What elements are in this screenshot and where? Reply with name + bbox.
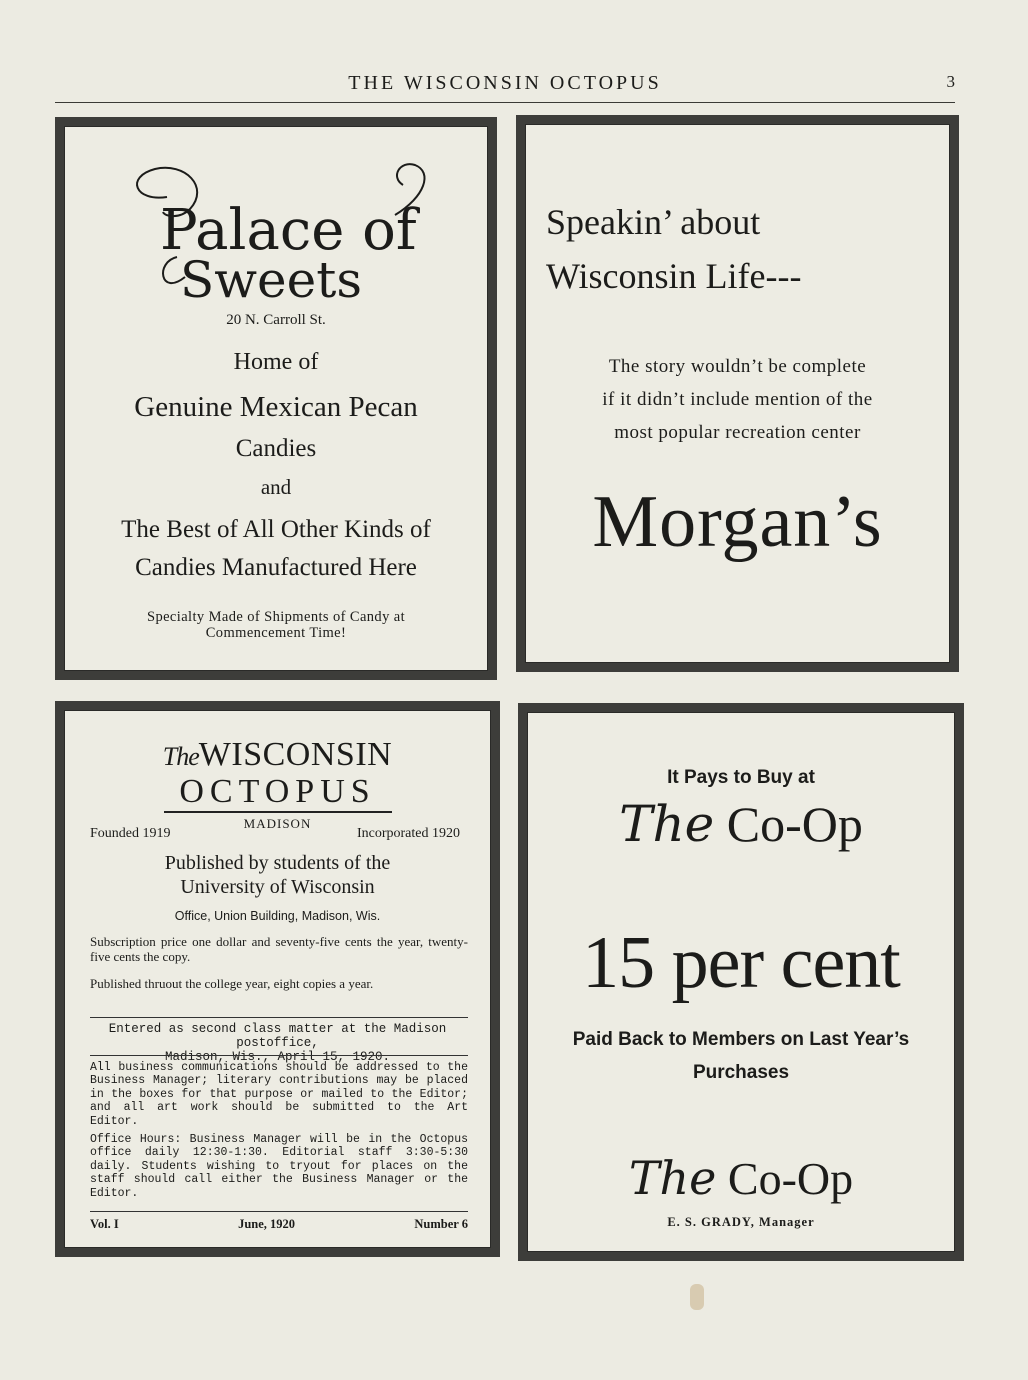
divider-rule bbox=[90, 1211, 468, 1212]
morgans-heading bbox=[546, 195, 801, 303]
story-line1: The story wouldn’t be complete bbox=[608, 356, 867, 377]
masthead-line1: WISCONSIN bbox=[198, 736, 393, 773]
published-line1: Published by students of the bbox=[164, 852, 391, 874]
specialty-line2: Commencement Time! bbox=[205, 625, 347, 641]
entered-line1: Entered as second class matter at the Madison postoffice, bbox=[108, 1022, 447, 1050]
published-by-text bbox=[65, 851, 490, 899]
thruout-text: Published thruout the college year, eight copies a year. bbox=[90, 976, 374, 991]
logo-line1: Palace of bbox=[160, 198, 417, 263]
home-of-text: Home of bbox=[233, 349, 319, 375]
morgans-name: Morgan’s bbox=[592, 481, 883, 563]
story-text bbox=[526, 350, 949, 449]
masthead-box bbox=[55, 701, 500, 1257]
specialty-line1: Specialty Made of Shipments of Candy at bbox=[146, 609, 406, 625]
pays-text: It Pays to Buy at bbox=[667, 767, 815, 788]
office-text: Office, Union Building, Madison, Wis. bbox=[174, 909, 381, 923]
morgans-ad bbox=[516, 115, 959, 672]
masthead-madison: MADISON bbox=[243, 816, 312, 831]
masthead-the: The bbox=[162, 742, 199, 771]
coop-logo-bottom bbox=[528, 1151, 954, 1205]
divider-rule bbox=[90, 1017, 468, 1018]
heading-line1: Speakin’ about bbox=[546, 202, 761, 242]
paid-back-text bbox=[548, 1023, 934, 1089]
issue-info bbox=[90, 1217, 468, 1232]
and-text: and bbox=[260, 475, 292, 499]
masthead-rule bbox=[164, 811, 392, 813]
page-number: 3 bbox=[946, 72, 955, 91]
coop-logo bbox=[528, 795, 954, 853]
candies-text: Candies bbox=[235, 435, 317, 462]
heading-line2: Wisconsin Life--- bbox=[546, 256, 802, 296]
published-line2: University of Wisconsin bbox=[180, 876, 375, 898]
paid-line2: Purchases bbox=[692, 1062, 790, 1083]
masthead-line2: OCTOPUS bbox=[179, 773, 376, 810]
paid-line1: Paid Back to Members on Last Year’s bbox=[572, 1029, 910, 1050]
page-header bbox=[55, 70, 955, 103]
manager-text: E. S. GRADY, Manager bbox=[667, 1215, 815, 1229]
percent-text: 15 per cent bbox=[582, 922, 900, 1004]
issue-number: Number 6 bbox=[414, 1217, 468, 1231]
address: 20 N. Carroll St. bbox=[226, 312, 326, 328]
volume: Vol. I bbox=[90, 1217, 119, 1231]
founded-text: Founded 1919 bbox=[90, 826, 171, 841]
divider-rule bbox=[90, 1055, 468, 1056]
specialty-text bbox=[65, 609, 487, 641]
entered-line2: Madison, Wis., April 15, 1920. bbox=[164, 1050, 391, 1064]
incorporated-text: Incorporated 1920 bbox=[356, 826, 460, 841]
coop-name: Co-Op bbox=[726, 796, 863, 852]
coop-the: The bbox=[619, 795, 715, 853]
office-hours-text: Office Hours: Business Manager will be in the Octopus office daily 12:30-1:30. Editorial staff 3:30-5:30 daily. Students wishing to tryout for places on the staff should call either the Business Manager or the Editor. bbox=[90, 1133, 468, 1200]
best-text bbox=[65, 511, 487, 587]
paper-stain bbox=[690, 1284, 704, 1310]
coop-the: The bbox=[628, 1151, 717, 1205]
best-line1: The Best of All Other Kinds of bbox=[121, 516, 431, 543]
issue-date: June, 1920 bbox=[238, 1217, 296, 1231]
logo-line2: Sweets bbox=[180, 251, 362, 307]
entered-text bbox=[65, 1022, 490, 1064]
palace-of-sweets-logo bbox=[115, 157, 445, 307]
best-line2: Candies Manufactured Here bbox=[135, 554, 417, 581]
magazine-title: THE WISCONSIN OCTOPUS bbox=[348, 72, 662, 94]
pecan-text: Genuine Mexican Pecan bbox=[134, 391, 418, 423]
coop-ad bbox=[518, 703, 964, 1261]
coop-name: Co-Op bbox=[727, 1153, 854, 1204]
story-line3: most popular recreation center bbox=[614, 422, 861, 443]
story-line2: if it didn’t include mention of the bbox=[602, 389, 873, 410]
masthead-logo bbox=[65, 737, 490, 832]
communications-text: All business communications should be addressed to the Business Manager; literary contributions may be placed in the boxes for that purpose or mailed to the Editor; and all art work should be submitted to the Art Editor. bbox=[90, 1061, 468, 1128]
palace-of-sweets-ad bbox=[55, 117, 497, 680]
subscription-text: Subscription price one dollar and seventy-five cents the year, twenty-five cents the copy. bbox=[90, 934, 468, 964]
